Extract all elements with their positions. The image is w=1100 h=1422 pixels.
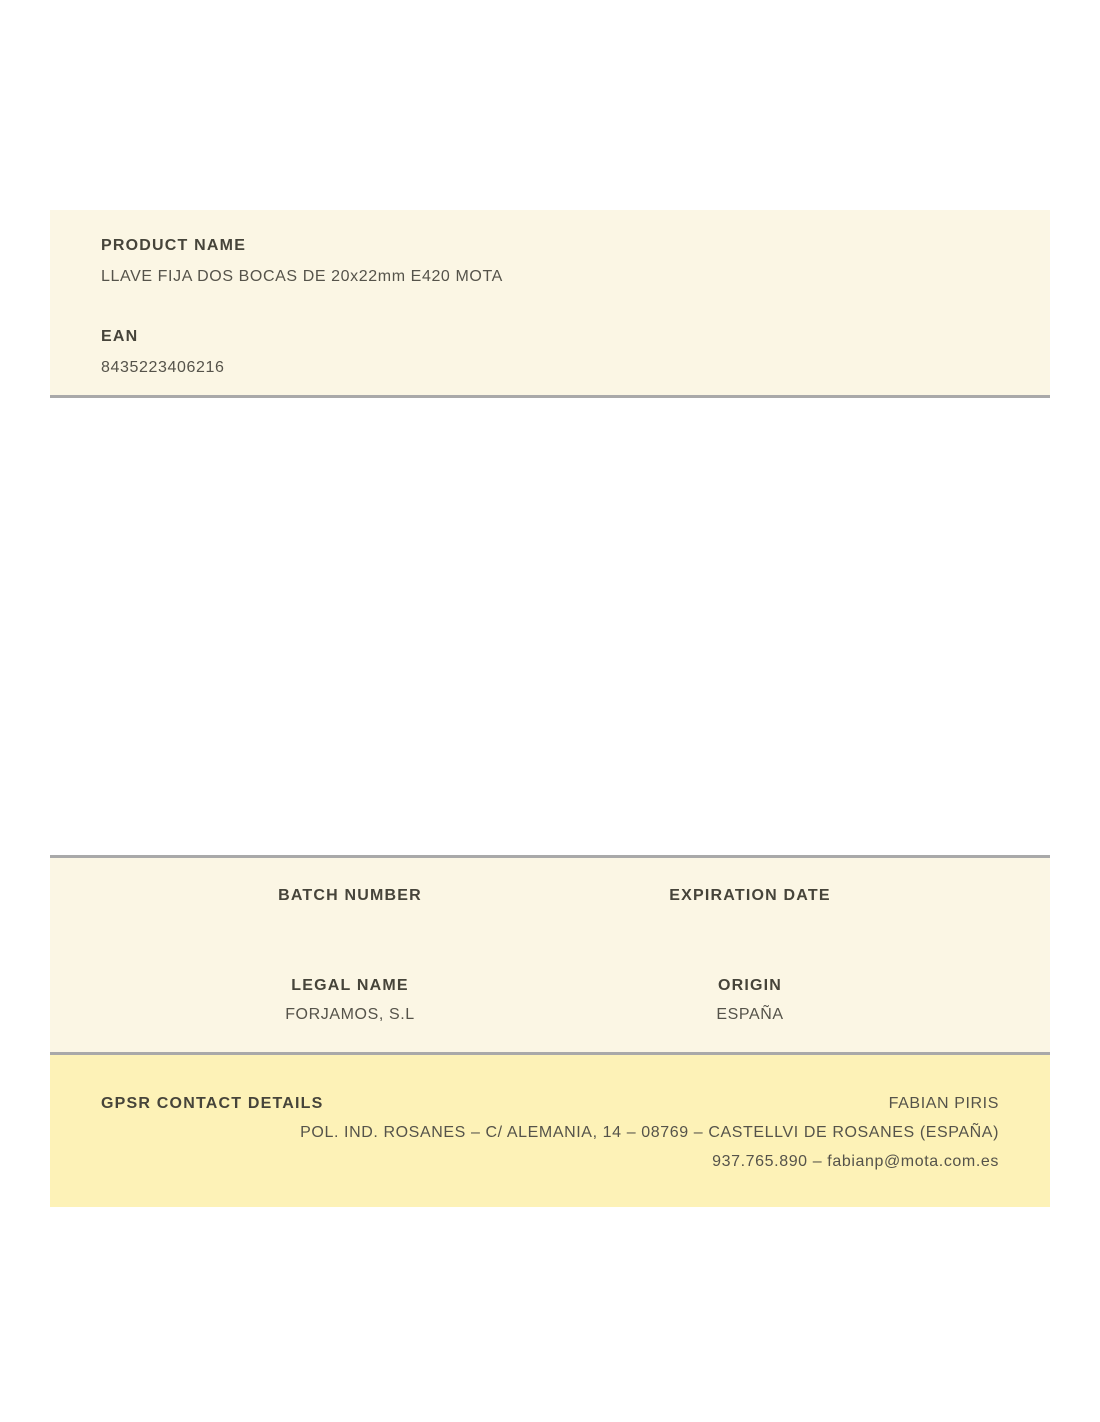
traceability-grid: [150, 887, 950, 1025]
gpsr-contact-phone-email: 937.765.890 – fabianp@mota.com.es: [712, 1153, 999, 1170]
ean-field: [101, 328, 1000, 377]
product-name-label: PRODUCT NAME: [101, 237, 247, 254]
product-identity-section: [50, 210, 1050, 398]
ean-value: 8435223406216: [101, 359, 225, 376]
batch-number-label: BATCH NUMBER: [278, 887, 422, 904]
gpsr-contact-address: POL. IND. ROSANES – C/ ALEMANIA, 14 – 08769 – CASTELLVI DE ROSANES (ESPAÑA): [300, 1124, 999, 1141]
gpsr-header-row: [101, 1095, 999, 1113]
origin-value: ESPAÑA: [716, 1006, 784, 1023]
product-name-value: LLAVE FIJA DOS BOCAS DE 20x22mm E420 MOTA: [101, 268, 503, 285]
product-name-field: [101, 237, 1000, 286]
gpsr-contact-details-title: GPSR CONTACT DETAILS: [101, 1095, 324, 1112]
traceability-section: [50, 855, 1050, 1055]
origin-field: [550, 977, 950, 1025]
batch-number-value: [150, 916, 550, 935]
expiration-date-label: EXPIRATION DATE: [669, 887, 831, 904]
gpsr-contact-section: [50, 1055, 1050, 1207]
batch-number-field: [150, 887, 550, 935]
expiration-date-field: [550, 887, 950, 935]
ean-label: EAN: [101, 328, 139, 345]
legal-name-value: FORJAMOS, S.L: [285, 1006, 415, 1023]
expiration-date-value: [550, 916, 950, 935]
origin-label: ORIGIN: [717, 977, 783, 994]
gpsr-contact-name: FABIAN PIRIS: [888, 1095, 999, 1112]
legal-name-label: LEGAL NAME: [291, 977, 409, 994]
legal-name-field: [150, 977, 550, 1025]
